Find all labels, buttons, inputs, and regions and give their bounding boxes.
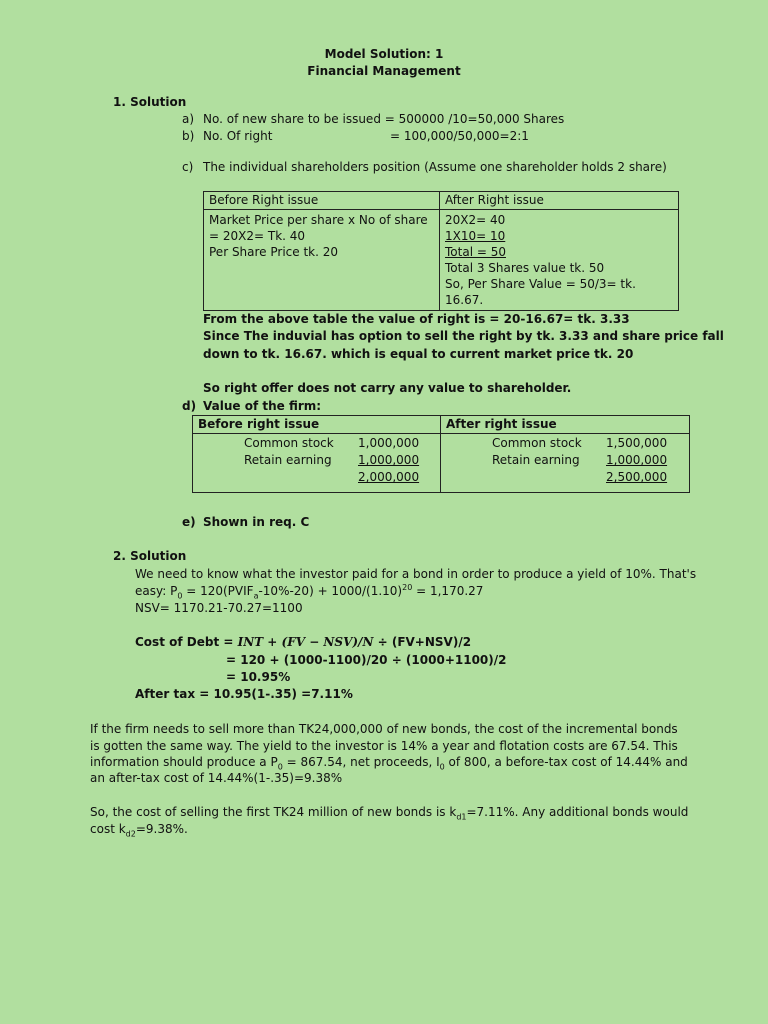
- before-retain-earning-value: 1,000,000: [358, 453, 420, 467]
- after-common-stock-value: 1,500,000: [606, 436, 668, 450]
- item-d-marker: d): [182, 399, 197, 413]
- item-a-text: No. of new share to be issued = 500000 /10=50,000 Shares: [203, 112, 565, 126]
- table1-after-line: Total = 50: [445, 245, 506, 259]
- before-common-stock-label: Common stock: [244, 436, 334, 450]
- item-d-text: Value of the firm:: [203, 399, 322, 413]
- right-sale-line: Since The induvial has option to sell the right by tk. 3.33 and share price fall: [203, 329, 724, 343]
- nsv-line: NSV= 1170.21-70.27=1100: [135, 601, 303, 615]
- section-2-heading: 2. Solution: [113, 549, 187, 563]
- after-retain-earning-label: Retain earning: [492, 453, 580, 467]
- paragraph-line: an after-tax cost of 14.44%(1-.35)=9.38%: [90, 771, 343, 785]
- right-value-line: From the above table the value of right is = 20-16.67= tk. 3.33: [203, 312, 630, 326]
- table1-before-line: = 20X2= Tk. 40: [209, 229, 306, 243]
- table1-before-line: Market Price per share x No of share: [209, 213, 428, 227]
- table1-after-line: 1X10= 10: [445, 229, 506, 243]
- table2-before-cell: [193, 434, 441, 493]
- table1-before-cell: [204, 210, 440, 311]
- after-total-value: 2,500,000: [606, 470, 668, 484]
- table2-header-before: Before right issue: [193, 416, 441, 434]
- document-subtitle: Financial Management: [307, 64, 461, 78]
- table1-after-cell: [440, 210, 679, 311]
- after-common-stock-label: Common stock: [492, 436, 582, 450]
- item-e-text: Shown in req. C: [203, 515, 310, 529]
- before-total-value: 2,000,000: [358, 470, 420, 484]
- before-retain-earning-label: Retain earning: [244, 453, 332, 467]
- bond-intro-line: We need to know what the investor paid for a bond in order to produce a yield of 10%. That's: [135, 567, 697, 581]
- item-b-text: No. Of right: [203, 129, 273, 143]
- document-title: Model Solution: 1: [324, 47, 444, 61]
- table1-header-after: After Right issue: [440, 192, 679, 210]
- firm-value-table: [192, 415, 690, 493]
- table1-after-line: 20X2= 40: [445, 213, 506, 227]
- cost-of-debt-result: = 10.95%: [226, 670, 291, 684]
- table1-header-before: Before Right issue: [204, 192, 440, 210]
- item-b-value: = 100,000/50,000=2:1: [390, 129, 529, 143]
- paragraph-line: information should produce a $P_0 = 867.54$, net proceeds, $I_0$ of 800, a before-tax cost of 14.44% and: [90, 755, 688, 772]
- table1-after-line: Total 3 Shares value tk. 50: [445, 261, 605, 275]
- item-c-text: The individual shareholders position (Assume one shareholder holds 2 share): [203, 160, 667, 174]
- table1-after-line: So, Per Share Value = 50/3= tk. 16.67.: [445, 277, 636, 307]
- paragraph-line: cost $k_{d2}=9.38\%$.: [90, 822, 188, 839]
- paragraph-line: If the firm needs to sell more than TK24,000,000 of new bonds, the cost of the incremental bonds: [90, 722, 678, 736]
- table1-before-line: Per Share Price tk. 20: [209, 245, 339, 259]
- table2-header-after: After right issue: [441, 416, 690, 434]
- after-retain-earning-value: 1,000,000: [606, 453, 668, 467]
- cost-of-debt-calc: = 120 + (1000-1100)/20 ÷ (1000+1100)/2: [226, 653, 507, 667]
- item-e-marker: e): [182, 515, 196, 529]
- table2-after-cell: [441, 434, 690, 493]
- item-b-marker: b): [182, 129, 195, 143]
- right-conclusion: So right offer does not carry any value to shareholder.: [203, 381, 572, 395]
- section-1-heading: 1. Solution: [113, 95, 187, 109]
- paragraph-line: is gotten the same way. The yield to the investor is 14% a year and flotation costs are 67.54. This: [90, 739, 678, 753]
- item-a-marker: a): [182, 112, 195, 126]
- item-c-marker: c): [182, 160, 194, 174]
- bond-price-line: easy: $P_0$ = $120(PVIF_a-10\%-20) + 1000/(1.10)^{20} = 1,170.27$: [135, 583, 484, 601]
- cost-of-debt-line: Cost of Debt = INT + (FV − NSV)/N ÷ (FV+NSV)/2: [135, 635, 472, 649]
- before-common-stock-value: 1,000,000: [358, 436, 420, 450]
- rights-position-table: [203, 191, 679, 311]
- paragraph-line: So, the cost of selling the first TK24 million of new bonds is $k_{d1}=7.11\%$. Any additional bonds would: [90, 805, 689, 822]
- cost-of-debt-formula: INT + (FV − NSV)/N: [237, 635, 374, 649]
- right-sale-line-2: down to tk. 16.67. which is equal to current market price tk. 20: [203, 347, 634, 361]
- after-tax-line: After tax = 10.95(1-.35) =7.11%: [135, 687, 353, 701]
